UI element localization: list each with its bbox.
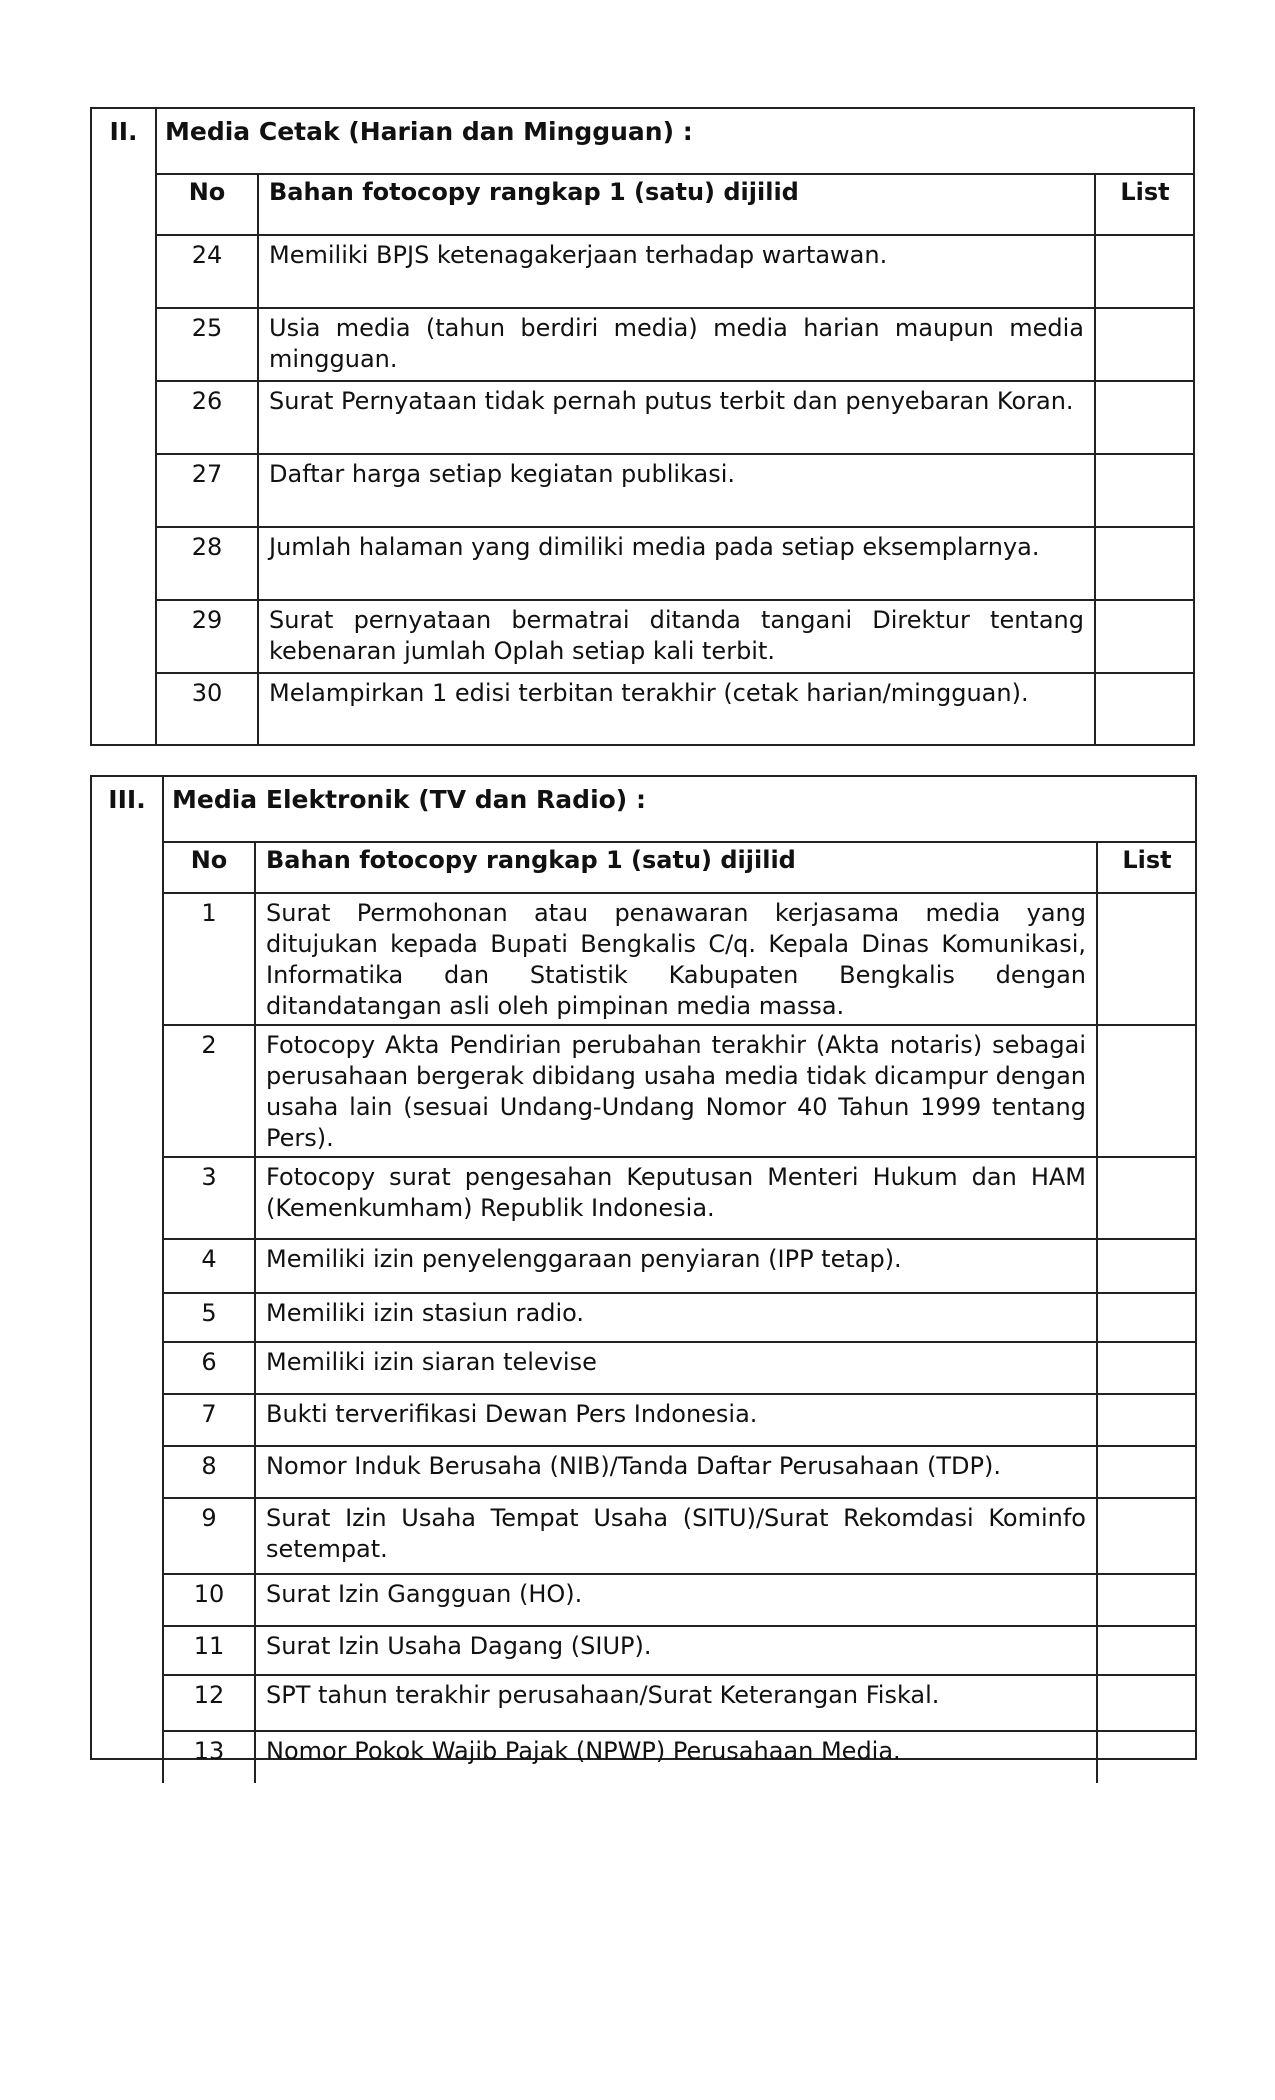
row-list-cell[interactable] [1097, 1446, 1196, 1498]
row-text: Melampirkan 1 edisi terbitan terakhir (cetak harian/mingguan). [258, 673, 1095, 746]
requirements-table [155, 173, 1194, 746]
row-text: Nomor Induk Berusaha (NIB)/Tanda Daftar Perusahaan (TDP). [255, 1446, 1097, 1498]
row-list-cell[interactable] [1097, 1394, 1196, 1446]
row-number: 2 [163, 1025, 255, 1157]
table-row [163, 1293, 1196, 1342]
row-text: Daftar harga setiap kegiatan publikasi. [258, 454, 1095, 527]
row-list-cell[interactable] [1095, 235, 1194, 308]
table-row [163, 1239, 1196, 1293]
row-number: 13 [163, 1731, 255, 1783]
row-number: 5 [163, 1293, 255, 1342]
row-text: Fotocopy Akta Pendirian perubahan terakhir (Akta notaris) sebagai perusahaan bergerak dibidang usaha media tidak dicampur dengan usaha lain (sesuai Undang-Undang Nomor 40 Tahun 1999 tentang Pers). [255, 1025, 1097, 1157]
row-number: 9 [163, 1498, 255, 1574]
header-material: Bahan fotocopy rangkap 1 (satu) dijilid [258, 173, 1095, 235]
row-number: 7 [163, 1394, 255, 1446]
row-number: 10 [163, 1574, 255, 1626]
row-text: Surat Izin Usaha Dagang (SIUP). [255, 1626, 1097, 1675]
table-row [156, 235, 1194, 308]
row-text: Surat Permohonan atau penawaran kerjasama media yang ditujukan kepada Bupati Bengkalis C/q. Kepala Dinas Komunikasi, Informatika dan Statistik Kabupaten Bengkalis dengan ditandatangan asli oleh pimpinan media massa. [255, 893, 1097, 1025]
row-list-cell[interactable] [1097, 1498, 1196, 1574]
row-text: Surat Izin Usaha Tempat Usaha (SITU)/Surat Rekomdasi Kominfo setempat. [255, 1498, 1097, 1574]
table-row [156, 527, 1194, 600]
row-text: Fotocopy surat pengesahan Keputusan Menteri Hukum dan HAM (Kemenkumham) Republik Indonesia. [255, 1157, 1097, 1239]
row-text: Surat pernyataan bermatrai ditanda tangani Direktur tentang kebenaran jumlah Oplah setiap kali terbit. [258, 600, 1095, 673]
section-media-elektronik [90, 775, 1197, 1765]
row-text: Nomor Pokok Wajib Pajak (NPWP) Perusahaan Media. [255, 1731, 1097, 1783]
header-list: List [1097, 841, 1196, 893]
section-number: III. [92, 777, 164, 1758]
header-no: No [156, 173, 258, 235]
row-number: 25 [156, 308, 258, 381]
row-text: Usia media (tahun berdiri media) media harian maupun media mingguan. [258, 308, 1095, 381]
row-number: 30 [156, 673, 258, 746]
row-number: 26 [156, 381, 258, 454]
row-list-cell[interactable] [1097, 1239, 1196, 1293]
row-list-cell[interactable] [1097, 1574, 1196, 1626]
table-row [156, 673, 1194, 746]
table-row [163, 1394, 1196, 1446]
row-text: Memiliki BPJS ketenagakerjaan terhadap wartawan. [258, 235, 1095, 308]
table-header-row [163, 841, 1196, 893]
row-number: 24 [156, 235, 258, 308]
table-row [163, 1157, 1196, 1239]
row-number: 4 [163, 1239, 255, 1293]
row-list-cell[interactable] [1095, 381, 1194, 454]
table-row [163, 1025, 1196, 1157]
row-text: Memiliki izin siaran televise [255, 1342, 1097, 1394]
header-material: Bahan fotocopy rangkap 1 (satu) dijilid [255, 841, 1097, 893]
row-number: 6 [163, 1342, 255, 1394]
row-list-cell[interactable] [1097, 1626, 1196, 1675]
row-text: Memiliki izin penyelenggaraan penyiaran (IPP tetap). [255, 1239, 1097, 1293]
row-number: 1 [163, 893, 255, 1025]
row-list-cell[interactable] [1095, 454, 1194, 527]
row-number: 29 [156, 600, 258, 673]
header-list: List [1095, 173, 1194, 235]
table-row [163, 1574, 1196, 1626]
row-number: 27 [156, 454, 258, 527]
row-list-cell[interactable] [1097, 1342, 1196, 1394]
row-number: 11 [163, 1626, 255, 1675]
table-row [156, 308, 1194, 381]
row-text: Memiliki izin stasiun radio. [255, 1293, 1097, 1342]
table-row [156, 381, 1194, 454]
row-list-cell[interactable] [1095, 527, 1194, 600]
row-text: SPT tahun terakhir perusahaan/Surat Keterangan Fiskal. [255, 1675, 1097, 1731]
table-row [156, 454, 1194, 527]
section-title: Media Elektronik (TV dan Radio) : [162, 777, 1195, 843]
row-list-cell[interactable] [1095, 600, 1194, 673]
row-list-cell[interactable] [1097, 1293, 1196, 1342]
row-list-cell[interactable] [1097, 1157, 1196, 1239]
row-list-cell[interactable] [1097, 893, 1196, 1025]
row-text: Surat Izin Gangguan (HO). [255, 1574, 1097, 1626]
requirements-table [162, 841, 1196, 1783]
row-number: 12 [163, 1675, 255, 1731]
table-row [156, 600, 1194, 673]
row-list-cell[interactable] [1095, 673, 1194, 746]
section-media-cetak [90, 107, 1195, 746]
table-row [163, 1498, 1196, 1574]
table-row [163, 1626, 1196, 1675]
header-no: No [163, 841, 255, 893]
row-list-cell[interactable] [1095, 308, 1194, 381]
section-number: II. [92, 109, 157, 744]
row-list-cell[interactable] [1097, 1025, 1196, 1157]
table-row [163, 1675, 1196, 1731]
row-text: Bukti terverifikasi Dewan Pers Indonesia. [255, 1394, 1097, 1446]
row-list-cell[interactable] [1097, 1675, 1196, 1731]
row-text: Surat Pernyataan tidak pernah putus terbit dan penyebaran Koran. [258, 381, 1095, 454]
row-text: Jumlah halaman yang dimiliki media pada setiap eksemplarnya. [258, 527, 1095, 600]
table-row [163, 1446, 1196, 1498]
row-number: 3 [163, 1157, 255, 1239]
table-row [163, 1731, 1196, 1783]
row-number: 28 [156, 527, 258, 600]
section-title: Media Cetak (Harian dan Mingguan) : [155, 109, 1193, 175]
table-row [163, 893, 1196, 1025]
table-header-row [156, 173, 1194, 235]
table-row [163, 1342, 1196, 1394]
row-number: 8 [163, 1446, 255, 1498]
row-list-cell[interactable] [1097, 1731, 1196, 1783]
